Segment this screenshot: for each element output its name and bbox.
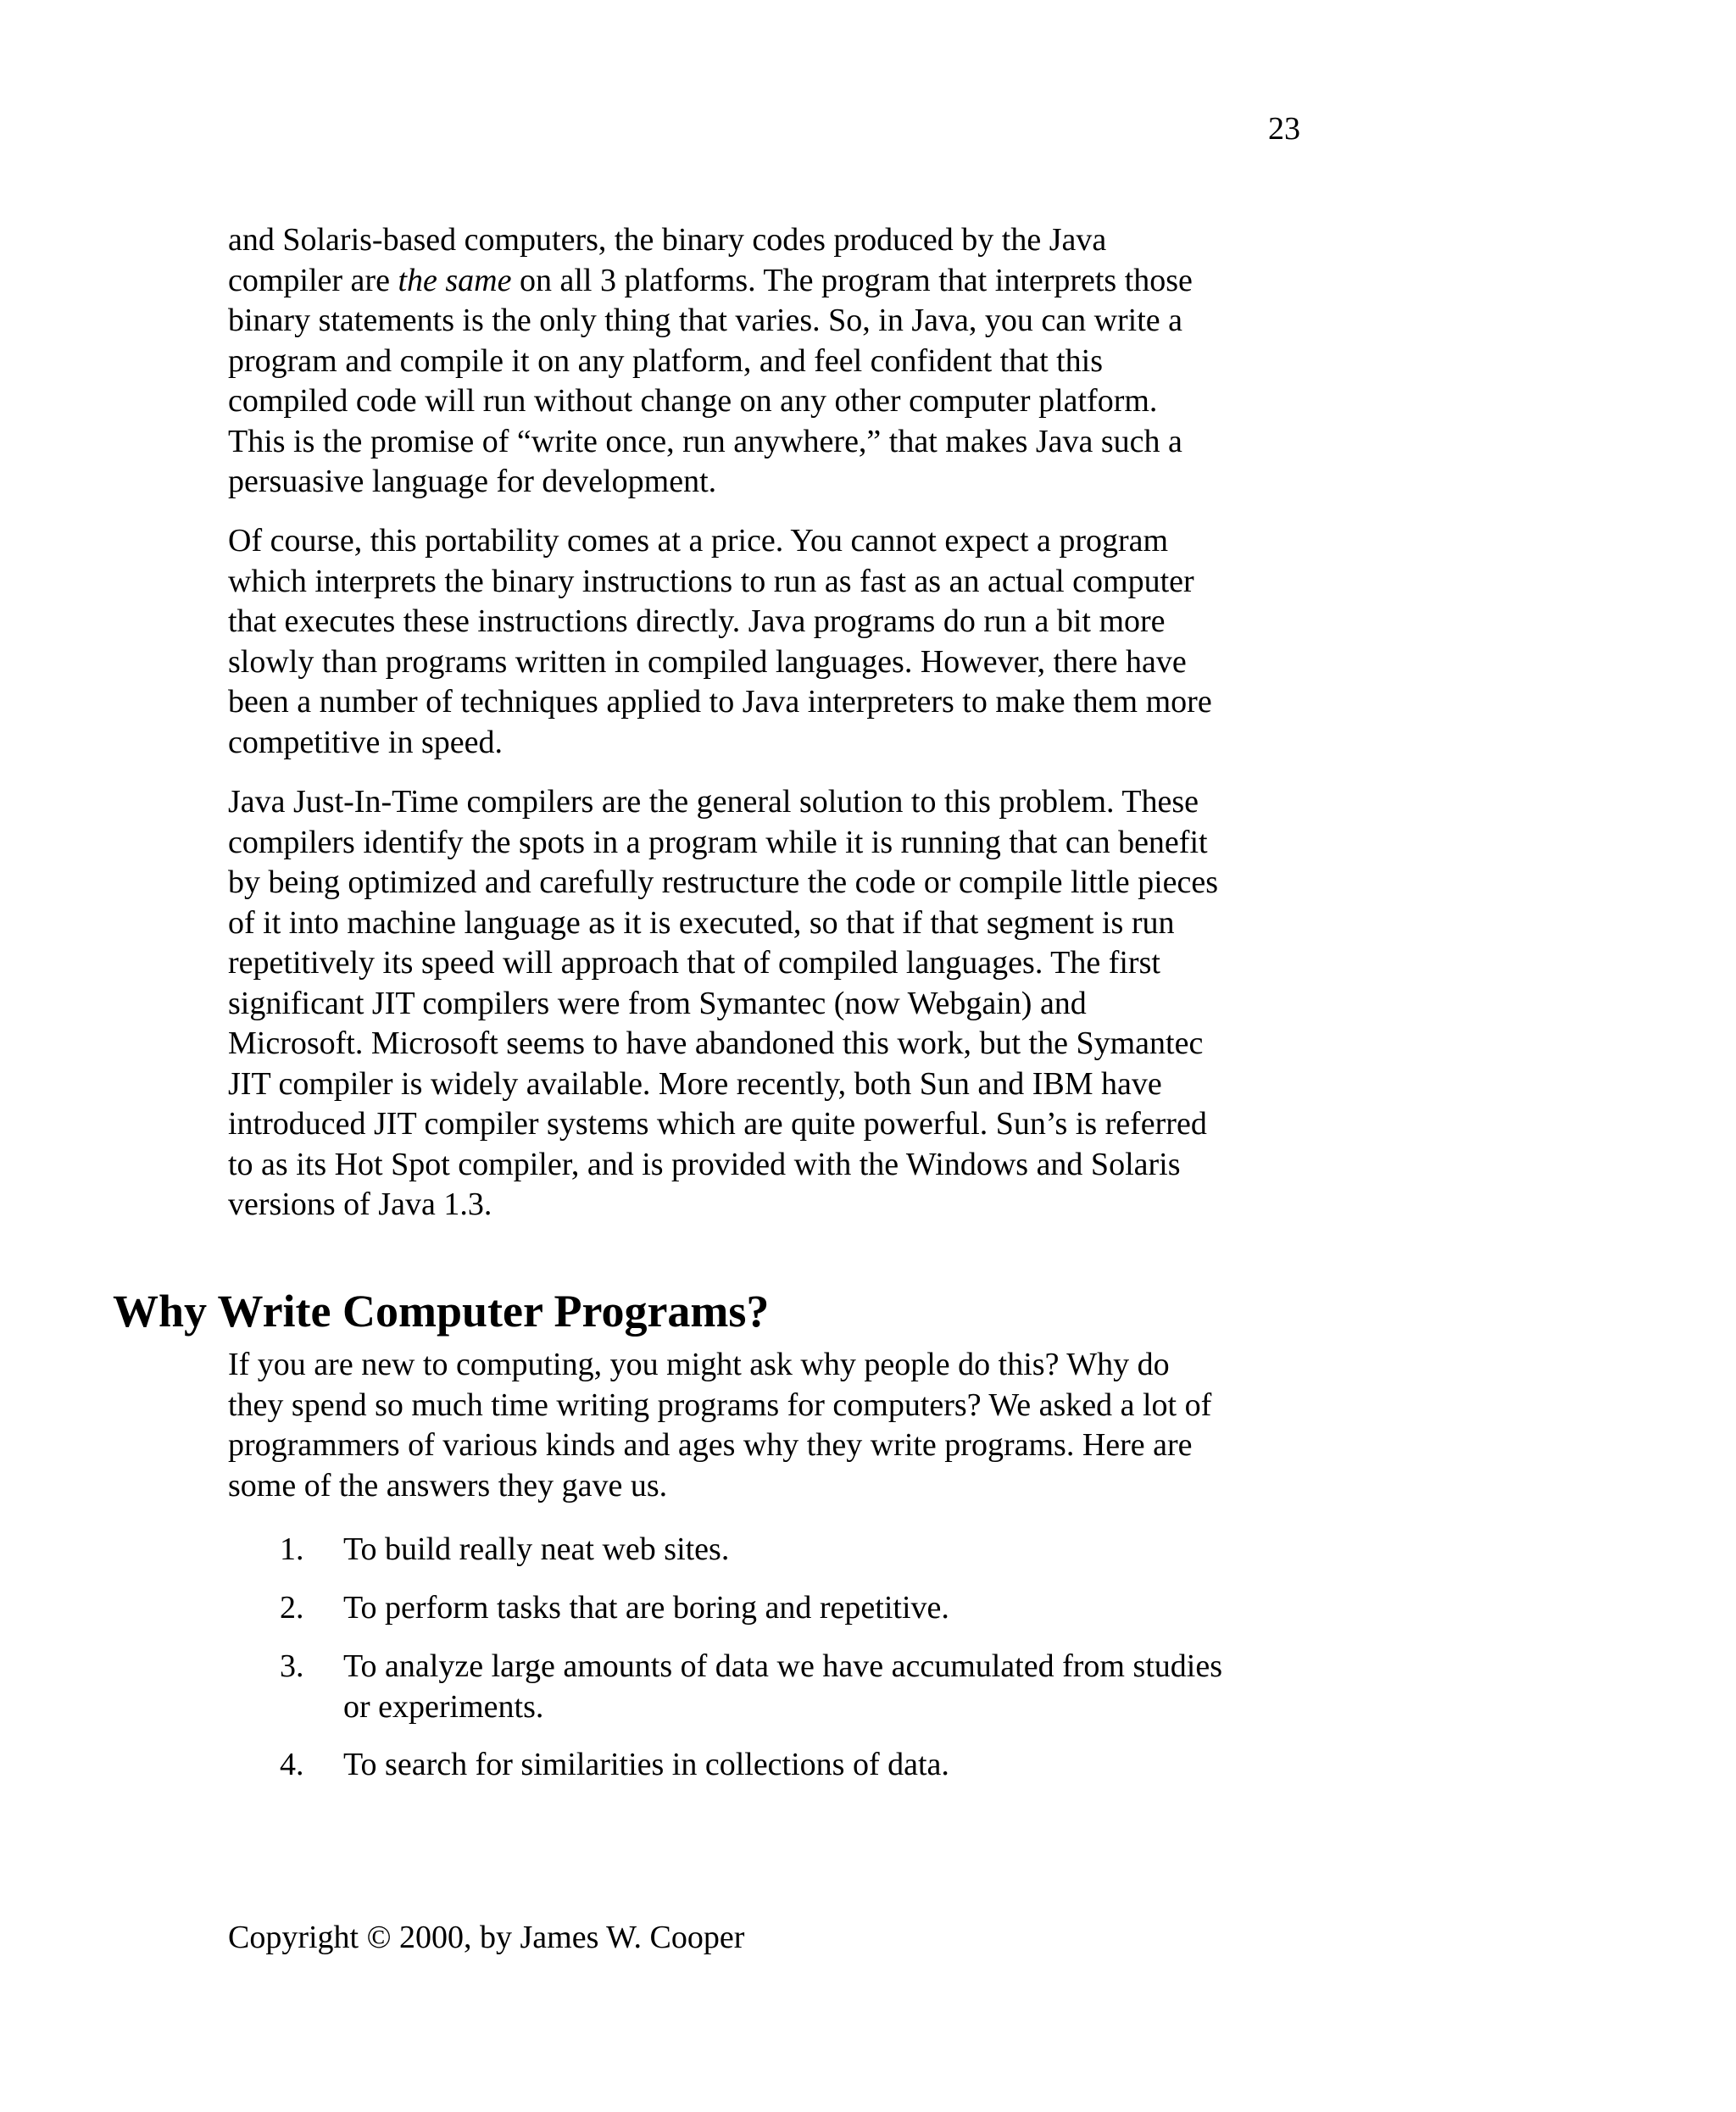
- list-item-number: 3.: [280, 1648, 304, 1684]
- list-item-text: To search for similarities in collections of data.: [343, 1747, 949, 1782]
- emphasis-the-same: the same: [398, 262, 512, 298]
- paragraph-text: If you are new to computing, you might ask why people do this? Why do they spend so much time writing programs for computers? We asked a lot of programmers of various kinds and ages why they write programs. Here are some of the answers they gave us.: [228, 1347, 1212, 1503]
- body-paragraph-1: [228, 220, 1330, 503]
- paragraph-text: Of course, this portability comes at a price. You cannot expect a program which interprets the binary instructions to run as fast as an actual computer that executes these instructions directly. Java programs do run a bit more slowly than programs written in compiled languages. However, there have been a number of techniques applied to Java interpreters to make them more competitive in speed.: [228, 523, 1212, 760]
- list-item-number: 4.: [280, 1747, 304, 1782]
- paragraph-1-text-end: on all 3 platforms. The program that interprets those binary statements is the only thing that varies. So, in Java, you can write a program and compile it on any platform, and feel confident that this compiled code will run without change on any other computer platform. This is the promise of “write once, run anywhere,” that makes Java such a persuasive language for development.: [228, 262, 1193, 499]
- list-item-text: To perform tasks that are boring and repetitive.: [343, 1590, 949, 1626]
- list-item-number: 2.: [280, 1590, 304, 1626]
- list-item-number: 1.: [280, 1531, 304, 1567]
- copyright-footer: Copyright © 2000, by James W. Cooper: [228, 1920, 745, 1955]
- body-paragraph-2: [228, 521, 1330, 763]
- paragraph-text: Java Just-In-Time compilers are the general solution to this problem. These compilers identify the spots in a program while it is running that can benefit by being optimized and carefully restructure the code or compile little pieces of it into machine language as it is executed, so that if that segment is run repetitively its speed will approach that of compiled languages. The first significant JIT compilers were from Symantec (now Webgain) and Microsoft. Microsoft seems to have abandoned this work, but the Symantec JIT compiler is widely available. More recently, both Sun and IBM have introduced JIT compiler systems which are quite powerful. Sun’s is referred to as its Hot Spot compiler, and is provided with the Windows and Solaris versions of Java 1.3.: [228, 784, 1219, 1222]
- list-item-text: To build really neat web sites.: [343, 1531, 730, 1567]
- body-paragraph-3: [228, 782, 1330, 1226]
- paragraph-1-text-start: and Solaris-based computers, the binary codes produced by the Java compiler are: [228, 222, 1107, 298]
- list-item-text: To analyze large amounts of data we have accumulated from studies or experiments.: [343, 1648, 1223, 1725]
- page-number: 23: [1268, 111, 1300, 147]
- body-paragraph-4: [228, 1345, 1330, 1506]
- section-heading: Why Write Computer Programs?: [113, 1286, 770, 1337]
- paragraph-text: [228, 220, 1330, 503]
